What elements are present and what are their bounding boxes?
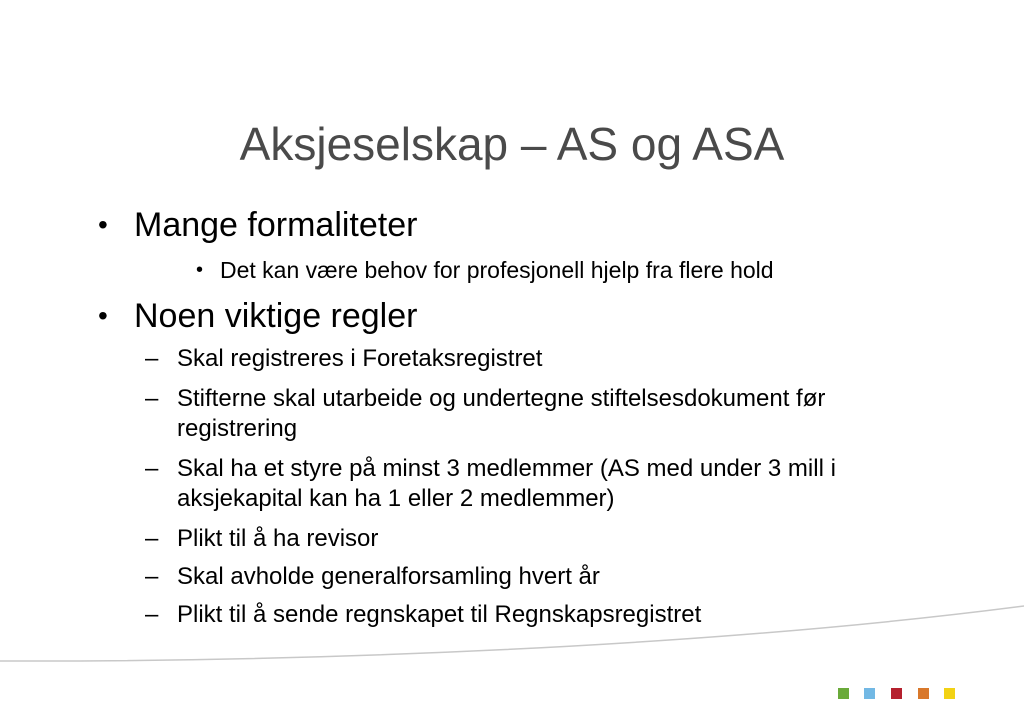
blue-square xyxy=(864,688,875,699)
dash-marker: – xyxy=(145,455,159,482)
dash-marker: – xyxy=(145,385,159,412)
dash-item xyxy=(145,524,945,554)
dash-item xyxy=(145,384,945,444)
dash-marker: – xyxy=(145,345,159,372)
dash-text: Stifterne skal utarbeide og undertegne stiftelsesdokument før registrering xyxy=(177,385,826,442)
sub-bullet-marker: • xyxy=(196,259,204,281)
dash-item xyxy=(145,344,945,374)
bullet-marker: • xyxy=(98,209,108,240)
dash-text: Plikt til å sende regnskapet til Regnskapsregistret xyxy=(177,601,702,628)
dash-text: Plikt til å ha revisor xyxy=(177,525,379,552)
dash-text: Skal avholde generalforsamling hvert år xyxy=(177,563,600,590)
dash-text: Skal registreres i Foretaksregistret xyxy=(177,345,543,372)
slide-title: Aksjeselskap – AS og ASA xyxy=(239,118,785,170)
dash-item xyxy=(145,454,945,514)
bullet-text: Mange formaliteter xyxy=(134,206,418,244)
sub-bullet-text: Det kan være behov for profesjonell hjelp fra flere hold xyxy=(220,257,774,283)
bullet-text: Noen viktige regler xyxy=(134,297,418,335)
yellow-square xyxy=(944,688,955,699)
dash-text: Skal ha et styre på minst 3 medlemmer (AS med under 3 mill i aksjekapital kan ha 1 eller 2 medlemmer) xyxy=(177,455,836,512)
green-square xyxy=(838,688,849,699)
dash-marker: – xyxy=(145,525,159,552)
dash-marker: – xyxy=(145,563,159,590)
decorative-curve-line xyxy=(0,590,1024,670)
bullet-marker: • xyxy=(98,300,108,331)
dash-marker: – xyxy=(145,601,159,628)
dash-item xyxy=(145,562,945,592)
red-square xyxy=(891,688,902,699)
orange-square xyxy=(918,688,929,699)
